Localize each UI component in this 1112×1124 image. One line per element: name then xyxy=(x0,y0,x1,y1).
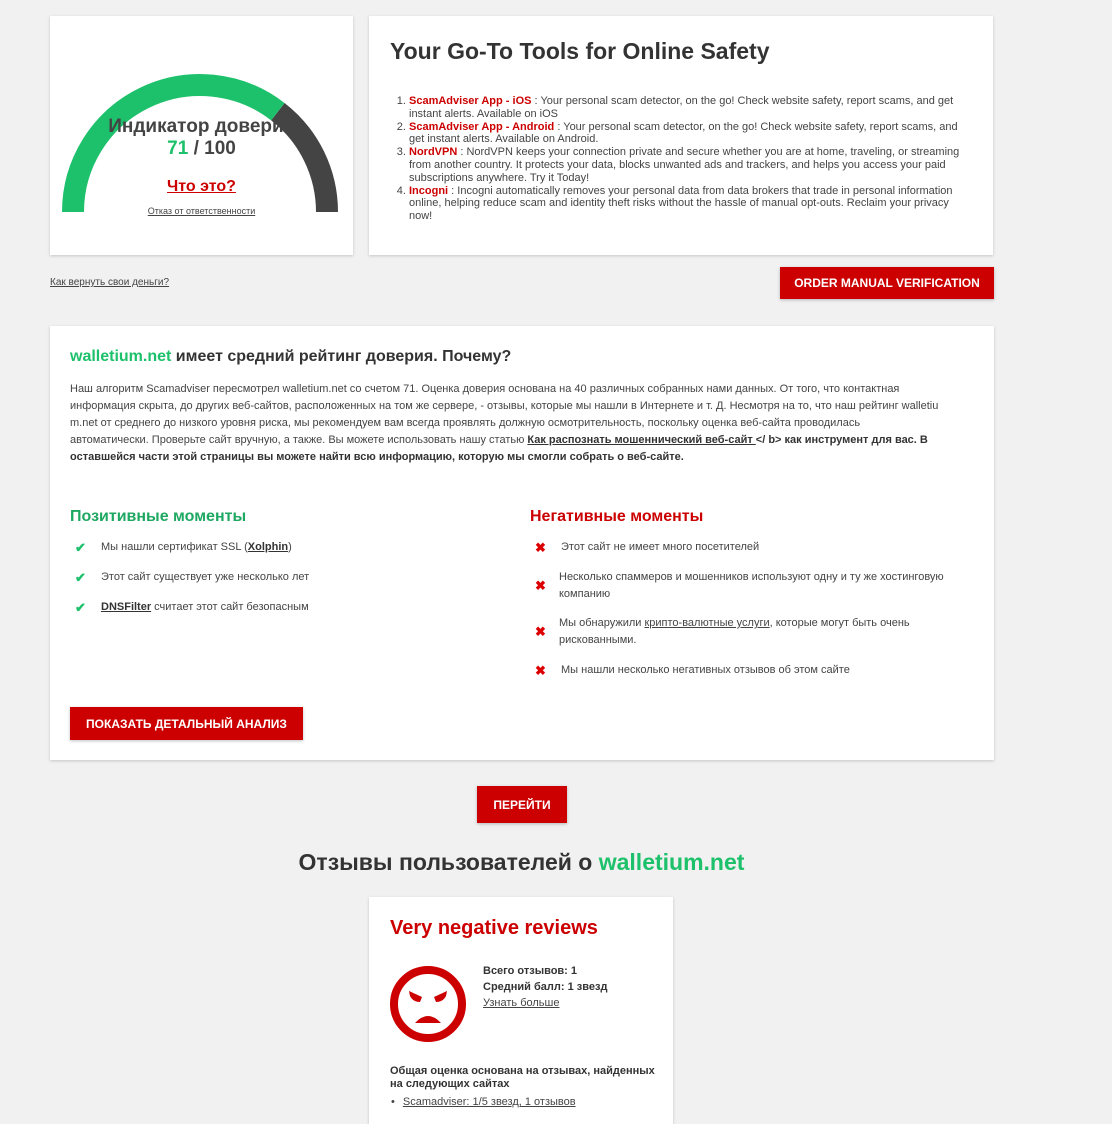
scamadviser-source-link[interactable]: Scamadviser: 1/5 звезд, 1 отзывов xyxy=(402,1096,576,1108)
reviews-card-title: Very negative reviews xyxy=(390,917,598,939)
cross-icon: ✖ xyxy=(535,540,546,555)
reviews-domain: walletium.net xyxy=(598,849,745,875)
trust-score xyxy=(50,138,353,160)
rating-card xyxy=(50,326,994,760)
refund-link[interactable]: Как вернуть свои деньги? xyxy=(50,277,170,288)
negative-point-text: Мы обнаружили крипто-валютные услуги, которые могут быть очень рискованными. xyxy=(559,617,910,646)
reviews-heading-text: Отзывы пользователей о xyxy=(298,849,599,875)
rating-body-bold: </ b> как инструмент для вас. В оставшейся части этой страницы вы можете найти всю информацию, которую мы смогли собрать о веб-сайте. xyxy=(70,434,928,463)
cross-icon: ✖ xyxy=(535,663,546,678)
tool-link-incogni[interactable]: Incogni xyxy=(409,184,449,197)
rating-description xyxy=(70,381,940,466)
positive-point-text: Мы нашли сертификат SSL (Xolphin) xyxy=(101,541,292,553)
rating-heading xyxy=(70,348,511,366)
xolphin-link[interactable]: Xolphin xyxy=(247,541,289,553)
positive-point xyxy=(75,539,500,556)
tool-desc-ios: : Your personal scam detector, on the go! Check website safety, report scams, and get instant alerts. Available on iOS xyxy=(409,95,954,120)
crypto-services-link[interactable]: крипто-валютные услуги xyxy=(644,617,770,629)
negative-point-text: Мы нашли несколько негативных отзывов об этом сайте xyxy=(561,664,850,676)
review-source-item xyxy=(391,1096,576,1108)
tools-title: Your Go-To Tools for Online Safety xyxy=(390,38,770,64)
check-icon: ✔ xyxy=(75,600,86,615)
learn-more-link[interactable]: Узнать больше xyxy=(483,997,560,1009)
tool-desc-incogni: : Incogni automatically removes your personal data from data brokers that trade in personal information online, helping reduce scam and identity theft risks without the hassle of manual opt-outs. Reclaim your privacy now! xyxy=(409,184,953,223)
tool-item-incogni xyxy=(409,185,969,223)
positive-point xyxy=(75,599,500,616)
tool-item-ios xyxy=(409,95,969,121)
positive-point xyxy=(75,569,500,586)
negative-point xyxy=(535,615,975,649)
tool-desc-android: : Your personal scam detector, on the go! Check website safety, report scams, and get instant alerts. Available on Android. xyxy=(409,120,958,146)
rating-domain: walletium.net xyxy=(70,348,172,365)
average-rating: Средний балл: 1 звезд xyxy=(483,981,608,993)
bullet-icon: • xyxy=(391,1096,395,1108)
trust-indicator-title: Индикатор доверия xyxy=(108,116,295,137)
trust-score-card xyxy=(50,16,353,255)
negative-point xyxy=(535,539,975,556)
tool-item-android xyxy=(409,121,969,147)
what-is-this-link[interactable]: Что это? xyxy=(167,178,236,195)
cross-icon: ✖ xyxy=(535,624,546,639)
cross-icon: ✖ xyxy=(535,578,546,593)
disclaimer-link[interactable]: Отказ от ответственности xyxy=(147,206,256,216)
negative-point xyxy=(535,662,975,679)
reviews-basis-text: Общая оценка основана на отзывах, найденных на следующих сайтах xyxy=(390,1065,655,1090)
trust-score-value: 71 xyxy=(167,138,189,159)
positive-heading: Позитивные моменты xyxy=(70,508,247,525)
negative-point-text: Несколько спаммеров и мошенников используют одну и ту же хостинговую компанию xyxy=(559,571,944,600)
dnsfilter-link[interactable]: DNSFilter xyxy=(101,601,152,613)
trust-score-max: / 100 xyxy=(193,138,236,159)
positive-point-text: DNSFilter считает этот сайт безопасным xyxy=(101,601,309,613)
order-manual-verification-button[interactable]: ORDER MANUAL VERIFICATION xyxy=(780,267,994,299)
positive-point-text: Этот сайт существует уже несколько лет xyxy=(101,571,310,583)
rating-body-text: Наш алгоритм Scamadviser пересмотрел walletium.net со счетом 71. Оценка доверия основана на 40 различных собранных нами данных. От того, что контактная информация скрыта, до других веб-сайтов, расположенных на том же сервере, - отзывы, которые мы нашли в Интернете и т. Д. Несмотря на то, что наш рейтинг walletiu m.net от среднего до низкого уровня риска, мы рекомендуем вам всегда проявлять должную осмотрительность, поскольку оценка веб-сайта проводилась автоматически. Проверьте сайт вручную, а также. Вы можете использовать нашу статью xyxy=(70,383,939,446)
scam-article-link[interactable]: Как распознать мошеннический веб-сайт xyxy=(527,434,756,446)
reviews-heading xyxy=(0,849,1043,876)
safety-tools-card xyxy=(369,16,993,255)
tool-item-nordvpn xyxy=(409,146,969,184)
negative-point-text: Этот сайт не имеет много посетителей xyxy=(561,541,760,553)
tool-link-nordvpn[interactable]: NordVPN xyxy=(409,146,458,159)
negative-heading: Негативные моменты xyxy=(530,508,704,525)
tool-desc-nordvpn: : NordVPN keeps your connection private and secure whether you are at home, traveling, or streaming from another country. It protects your data, blocks unwanted ads and trackers, and helps you access your paid subscriptions anywhere. Try it Today! xyxy=(409,146,960,184)
total-reviews: Всего отзывов: 1 xyxy=(483,965,578,977)
angry-face-icon xyxy=(389,965,467,1043)
check-icon: ✔ xyxy=(75,570,86,585)
reviews-card xyxy=(369,897,673,1124)
go-button[interactable]: ПЕРЕЙТИ xyxy=(477,786,567,823)
rating-heading-text: имеет средний рейтинг доверия. Почему? xyxy=(171,348,512,365)
tool-link-android[interactable]: ScamAdviser App - Android xyxy=(409,120,555,133)
show-detailed-analysis-button[interactable]: ПОКАЗАТЬ ДЕТАЛЬНЫЙ АНАЛИЗ xyxy=(70,707,303,740)
tools-list xyxy=(409,95,969,223)
check-icon: ✔ xyxy=(75,540,86,555)
tool-link-ios[interactable]: ScamAdviser App - iOS xyxy=(409,95,532,107)
negative-point xyxy=(535,569,975,603)
